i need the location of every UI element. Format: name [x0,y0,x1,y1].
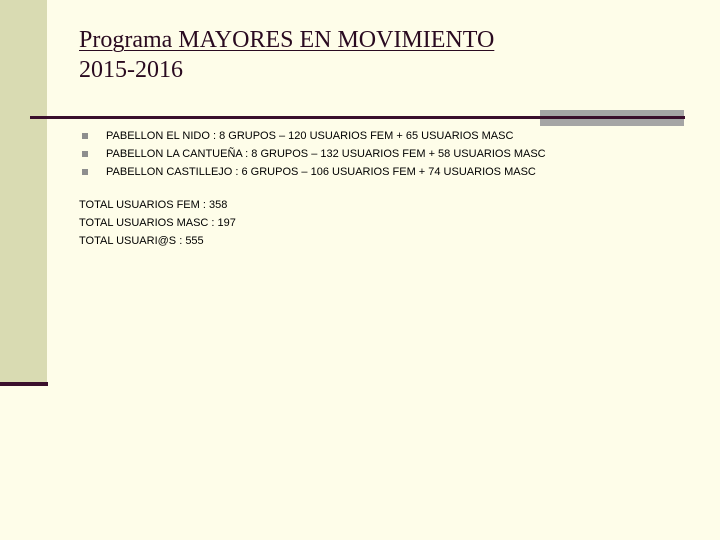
decorative-left-bar [0,0,47,383]
totals-block [79,196,236,250]
list-item-text: PABELLON LA CANTUEÑA : 8 GRUPOS – 132 USUARIOS FEM + 58 USUARIOS MASC [106,148,546,160]
decorative-left-bar-base [0,382,48,386]
square-bullet-icon [82,133,88,139]
total-masc: TOTAL USUARIOS MASC : 197 [79,217,236,229]
total-all: TOTAL USUARI@S : 555 [79,235,204,247]
slide-title-line-1: Programa MAYORES EN MOVIMIENTO [79,27,495,53]
list-item-text: PABELLON CASTILLEJO : 6 GRUPOS – 106 USUARIOS FEM + 74 USUARIOS MASC [106,166,536,178]
slide-title-line-2: 2015-2016 [79,57,183,83]
list-item-text: PABELLON EL NIDO : 8 GRUPOS – 120 USUARIOS FEM + 65 USUARIOS MASC [106,130,514,142]
title-divider-accent-line [540,116,685,119]
slide-title [79,25,494,85]
square-bullet-icon [82,169,88,175]
total-fem: TOTAL USUARIOS FEM : 358 [79,199,228,211]
square-bullet-icon [82,151,88,157]
